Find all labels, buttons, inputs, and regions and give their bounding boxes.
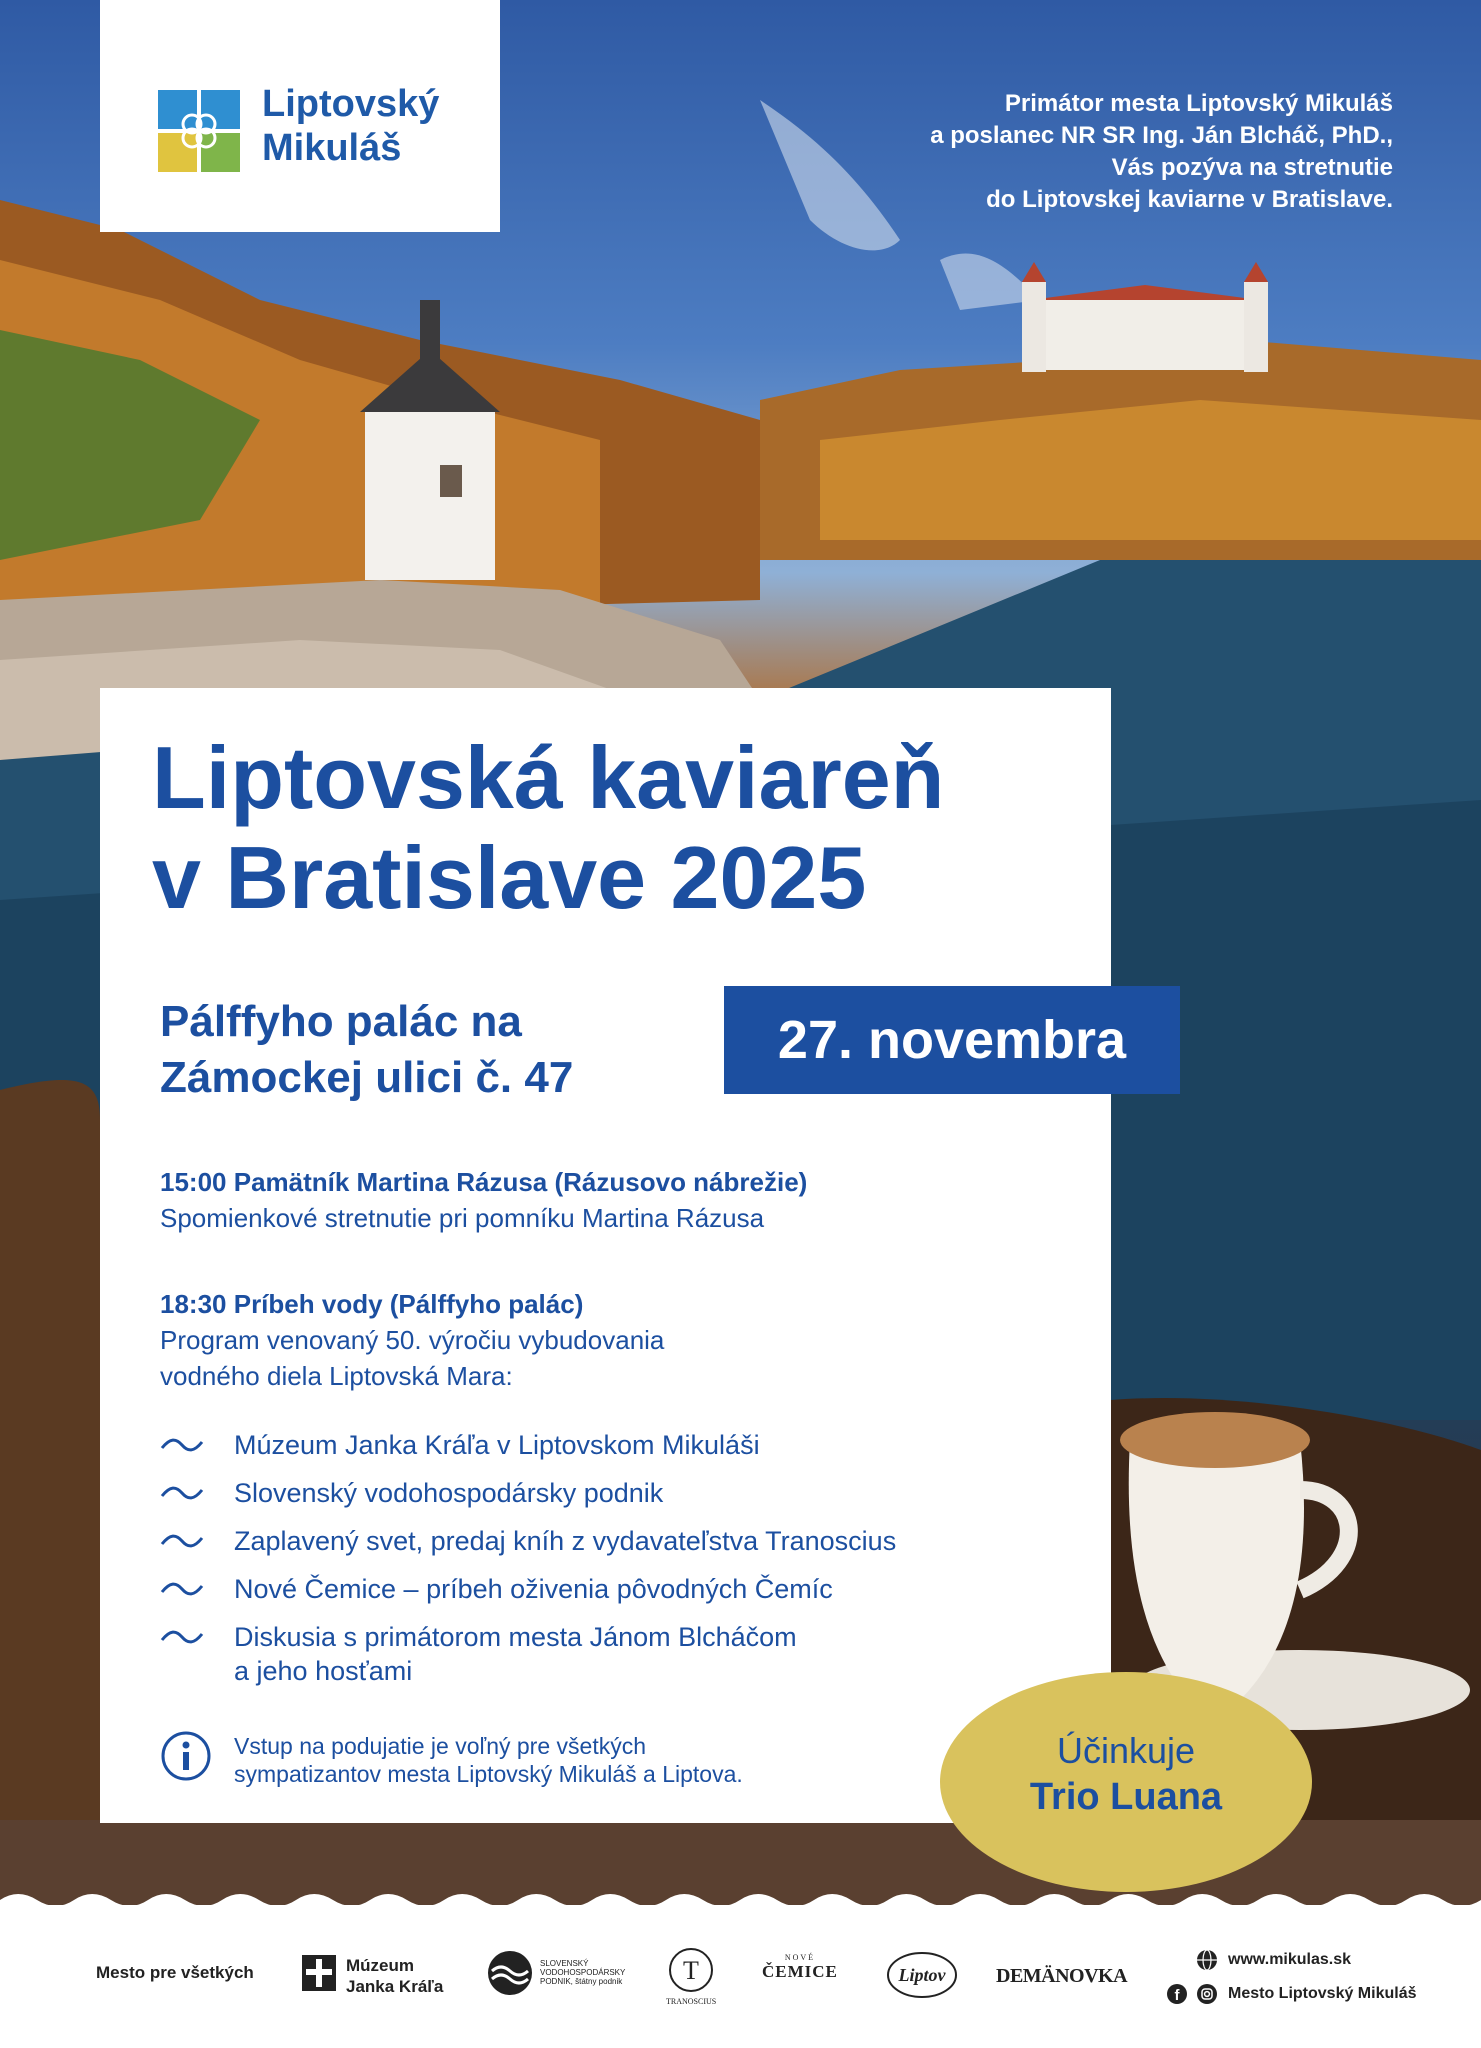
invitation-line: do Liptovskej kaviarne v Bratislave. <box>986 186 1393 213</box>
city-logo-text <box>262 82 439 170</box>
footer-slogan: Mesto pre všetkých <box>96 1963 254 1982</box>
muzeum-logo <box>302 1955 444 1996</box>
tranoscius-text: TRANOSCIUS <box>666 1997 717 2006</box>
list-item-text: a jeho hosťami <box>234 1656 413 1686</box>
invitation-line: a poslanec NR SR Ing. Ján Blcháč, PhD., <box>930 122 1393 149</box>
list-item <box>160 1476 896 1510</box>
program-block-2 <box>160 1286 664 1394</box>
event-panel <box>100 688 1111 1823</box>
program-text: vodného diela Liptovská Mara: <box>160 1361 513 1391</box>
wave-bullet-icon <box>160 1580 204 1598</box>
nove-cemice-logo <box>762 1953 838 1982</box>
info-line: sympatizantov mesta Liptovský Mikuláš a Liptova. <box>234 1761 743 1787</box>
logo-line-2: Mikuláš <box>262 127 402 169</box>
city-logo-icon <box>158 90 240 172</box>
program-text: Spomienkové stretnutie pri pomníku Martina Rázusa <box>160 1203 765 1233</box>
svg-text:f: f <box>1174 1987 1180 2004</box>
svg-text:T: T <box>683 1956 700 1985</box>
tranoscius-logo-icon <box>668 1947 714 1993</box>
list-item-text: Diskusia s primátorom mesta Jánom Blcháčom <box>234 1622 797 1652</box>
social-text: Mesto Liptovský Mikuláš <box>1228 1985 1417 2002</box>
event-date: 27. novembra <box>724 986 1180 1094</box>
muzeum-line: Múzeum <box>346 1956 414 1975</box>
muzeum-logo-icon <box>302 1955 336 1991</box>
city-logo <box>100 0 500 232</box>
svp-logo-icon <box>486 1949 534 1997</box>
instagram-icon <box>1196 1983 1218 2005</box>
list-item-text: Múzeum Janka Kráľa v Liptovskom Mikuláši <box>234 1430 760 1460</box>
title-line-2: v Bratislave 2025 <box>152 828 867 927</box>
cemice-big: ČEMICE <box>762 1962 838 1981</box>
svp-line: VODOHOSPODÁRSKY <box>540 1968 626 1977</box>
cemice-small: NOVÉ <box>784 1953 816 1962</box>
info-text <box>234 1732 743 1788</box>
performer-badge <box>940 1672 1312 1892</box>
wave-bullet-icon <box>160 1484 204 1502</box>
title-line-1: Liptovská kaviareň <box>152 728 945 827</box>
footer <box>0 1905 1481 2048</box>
svp-logo-text <box>540 1959 625 1986</box>
website-text: www.mikulas.sk <box>1228 1951 1352 1968</box>
logo-line-1: Liptovský <box>262 83 440 125</box>
list-item <box>160 1572 896 1606</box>
list-item <box>160 1524 896 1558</box>
svp-line: SLOVENSKÝ <box>540 1959 589 1968</box>
facebook-icon <box>1166 1983 1188 2005</box>
svp-line: PODNIK, štátny podnik <box>540 1977 623 1986</box>
venue <box>160 994 573 1106</box>
invitation-line: Vás pozýva na stretnutie <box>1111 154 1393 181</box>
invitation-text <box>773 88 1393 216</box>
list-item-text: Slovenský vodohospodársky podnik <box>234 1478 664 1508</box>
program-heading: 18:30 Príbeh vody (Pálffyho palác) <box>160 1289 584 1319</box>
performer-name: Trio Luana <box>1029 1776 1223 1818</box>
info-line: Vstup na podujatie je voľný pre všetkých <box>234 1733 647 1759</box>
wave-bullet-icon <box>160 1436 204 1454</box>
muzeum-logo-text <box>346 1955 443 1997</box>
wave-bullet-icon <box>160 1628 204 1646</box>
program-block-1 <box>160 1164 807 1236</box>
liptov-text: Liptov <box>898 1965 946 1985</box>
demanovka-logo: DEMÄNOVKA <box>996 1965 1128 1987</box>
venue-line-2: Zámockej ulici č. 47 <box>160 1053 574 1102</box>
program-heading: 15:00 Pamätník Martina Rázusa (Rázusovo nábrežie) <box>160 1167 808 1197</box>
list-item <box>160 1428 896 1462</box>
globe-icon <box>1196 1949 1218 1971</box>
svp-logo <box>486 1949 626 2001</box>
list-item-text: Zaplavený svet, predaj kníh z vydavateľstva Tranoscius <box>234 1526 897 1556</box>
performer-label: Účinkuje <box>1056 1730 1196 1771</box>
program-text: Program venovaný 50. výročiu vybudovania <box>160 1325 665 1355</box>
invitation-line: Primátor mesta Liptovský Mikuláš <box>1004 90 1393 117</box>
event-title <box>152 728 944 928</box>
venue-line-1: Pálffyho palác na <box>160 997 522 1046</box>
info-icon <box>160 1730 212 1782</box>
tranoscius-logo <box>666 1947 716 2006</box>
list-item-text: Nové Čemice – príbeh oživenia pôvodných Čemíc <box>234 1574 833 1604</box>
wave-bullet-icon <box>160 1532 204 1550</box>
program-list <box>160 1428 896 1702</box>
muzeum-line: Janka Kráľa <box>346 1977 444 1996</box>
liptov-logo <box>884 1945 960 1999</box>
list-item <box>160 1620 896 1688</box>
